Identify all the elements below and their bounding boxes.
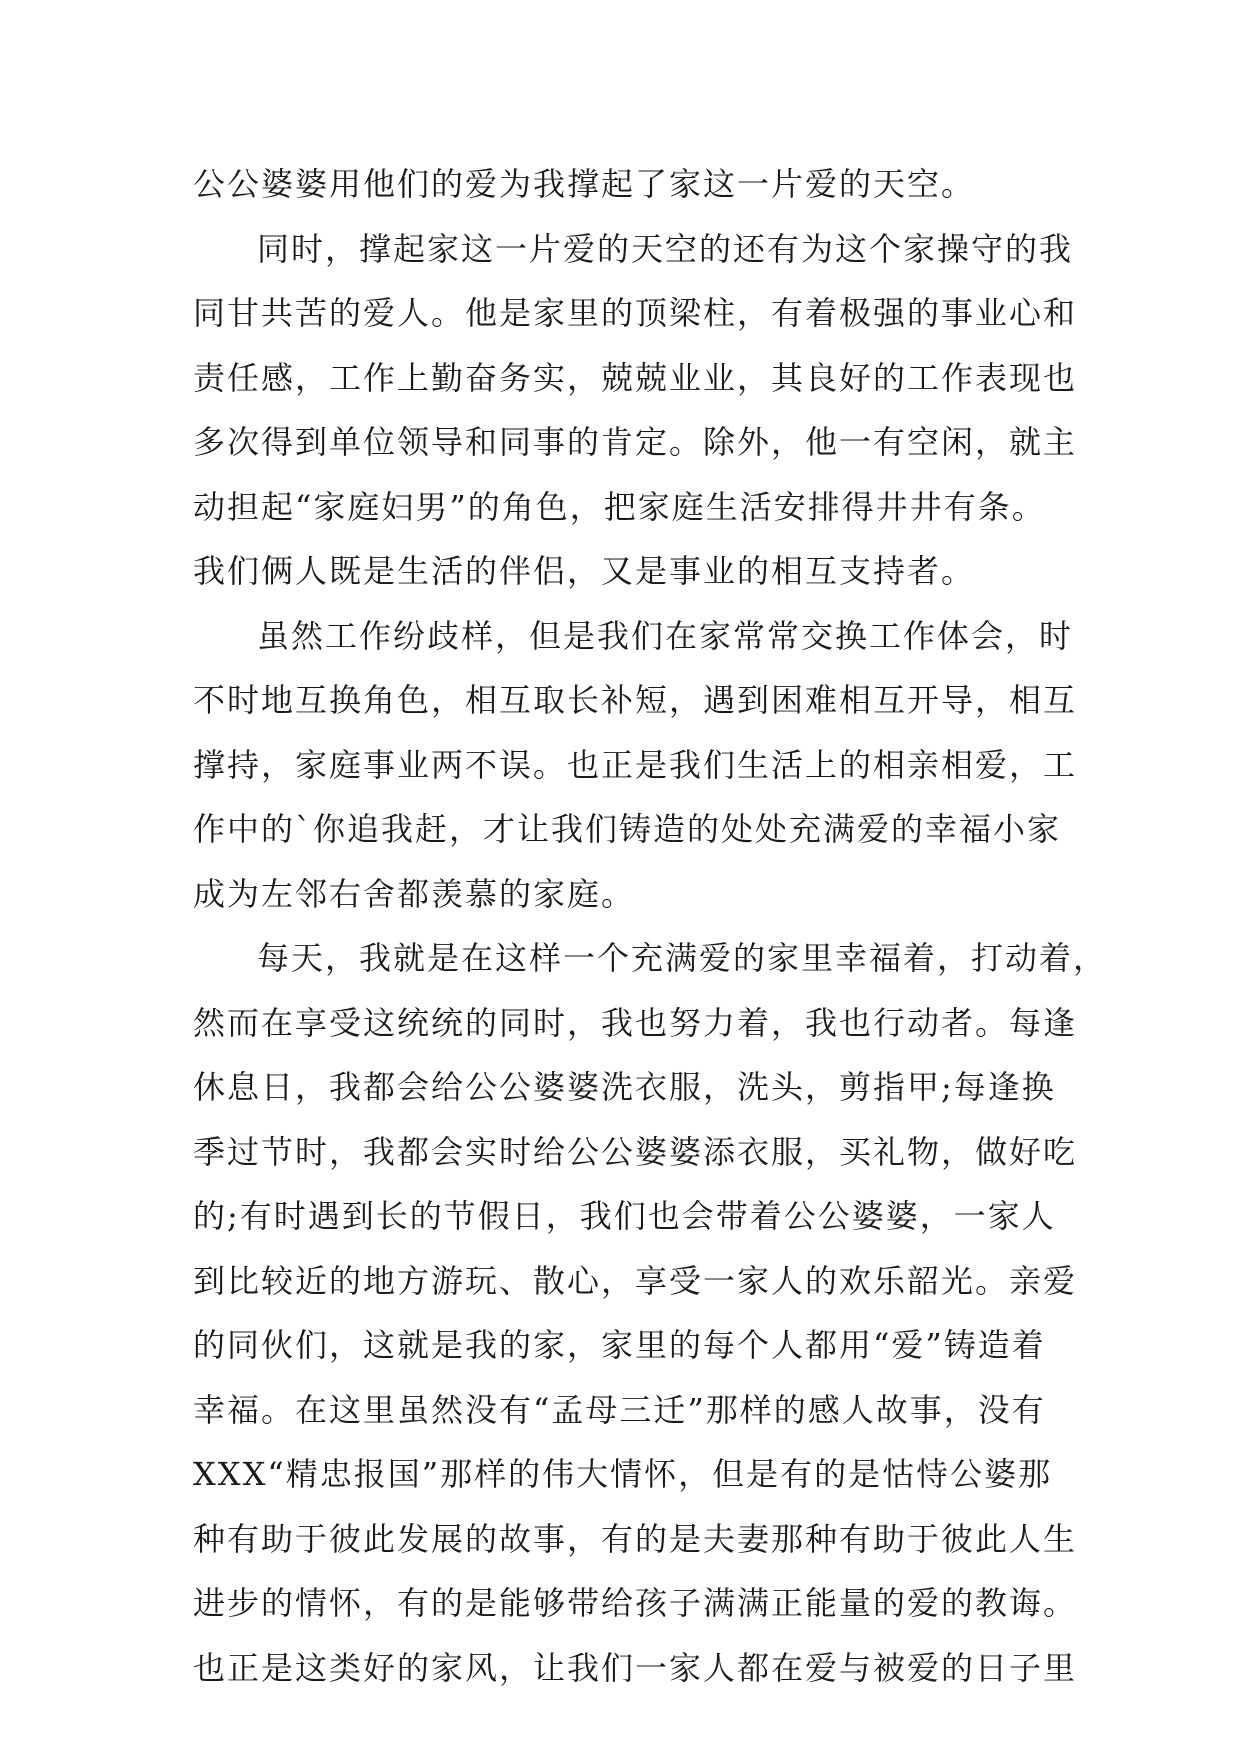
text-line: 作中的`你追我赶，才让我们铸造的处处充满爱的幸福小家 [193, 810, 1062, 848]
text-line: 休息日，我都会给公公婆婆洗衣服，洗头，剪指甲;每逢换 [193, 1068, 1056, 1106]
text-line: 公公婆婆用他们的爱为我撑起了家这一片爱的天空。 [193, 165, 976, 203]
text-line: 多次得到单位领导和同事的肯定。除外，他一有空闲，就主 [193, 423, 1078, 461]
text-line: 进步的情怀，有的是能够带给孩子满满正能量的爱的教诲。 [193, 1584, 1078, 1622]
text-line: 种有助于彼此发展的故事，有的是夫妻那种有助于彼此人生 [193, 1519, 1078, 1558]
text-line: 也正是这类好的家风，让我们一家人都在爱与被爱的日子里 [193, 1648, 1078, 1687]
text-line: 责任感，工作上勤奋务实，兢兢业业，其良好的工作表现也 [193, 358, 1078, 397]
text-line: 同甘共苦的爱人。他是家里的顶梁柱，有着极强的事业心和 [193, 294, 1078, 332]
text-line: 虽然工作纷歧样，但是我们在家常常交换工作体会，时 [257, 616, 1074, 655]
text-line: 的;有时遇到长的节假日，我们也会带着公公婆婆，一家人 [193, 1197, 1056, 1235]
text-line: 每天，我就是在这样一个充满爱的家里幸福着，打动着， [257, 939, 1108, 977]
text-line: 我们俩人既是生活的伴侣，又是事业的相互支持者。 [193, 552, 976, 590]
text-line: 幸福。在这里虽然没有“孟母三迁”那样的感人故事，没有 [193, 1390, 1046, 1429]
text-line: 成为左邻右舍都羡慕的家庭。 [193, 874, 636, 913]
text-line: 不时地互换角色，相互取长补短，遇到困难相互开导，相互 [193, 681, 1078, 719]
text-line: 撑持，家庭事业两不误。也正是我们生活上的相亲相爱，工 [193, 745, 1078, 784]
text-line: 季过节时，我都会实时给公公婆婆添衣服，买礼物，做好吃 [193, 1132, 1078, 1171]
text-line: 的同伙们，这就是我的家，家里的每个人都用“爱”铸造着 [193, 1326, 1046, 1364]
text-line: 动担起“家庭妇男”的角色，把家庭生活安排得井井有条。 [193, 487, 1046, 526]
text-line: 同时，撑起家这一片爱的天空的还有为这个家操守的我 [257, 229, 1074, 268]
document-body [193, 152, 1108, 1700]
text-line: 然而在享受这统统的同时，我也努力着，我也行动者。每逢 [193, 1003, 1078, 1042]
text-line: XXX“精忠报国”那样的伟大情怀，但是有的是怙恃公婆那 [193, 1455, 1053, 1493]
text-line: 到比较近的地方游玩、散心，享受一家人的欢乐韶光。亲爱 [193, 1261, 1078, 1300]
